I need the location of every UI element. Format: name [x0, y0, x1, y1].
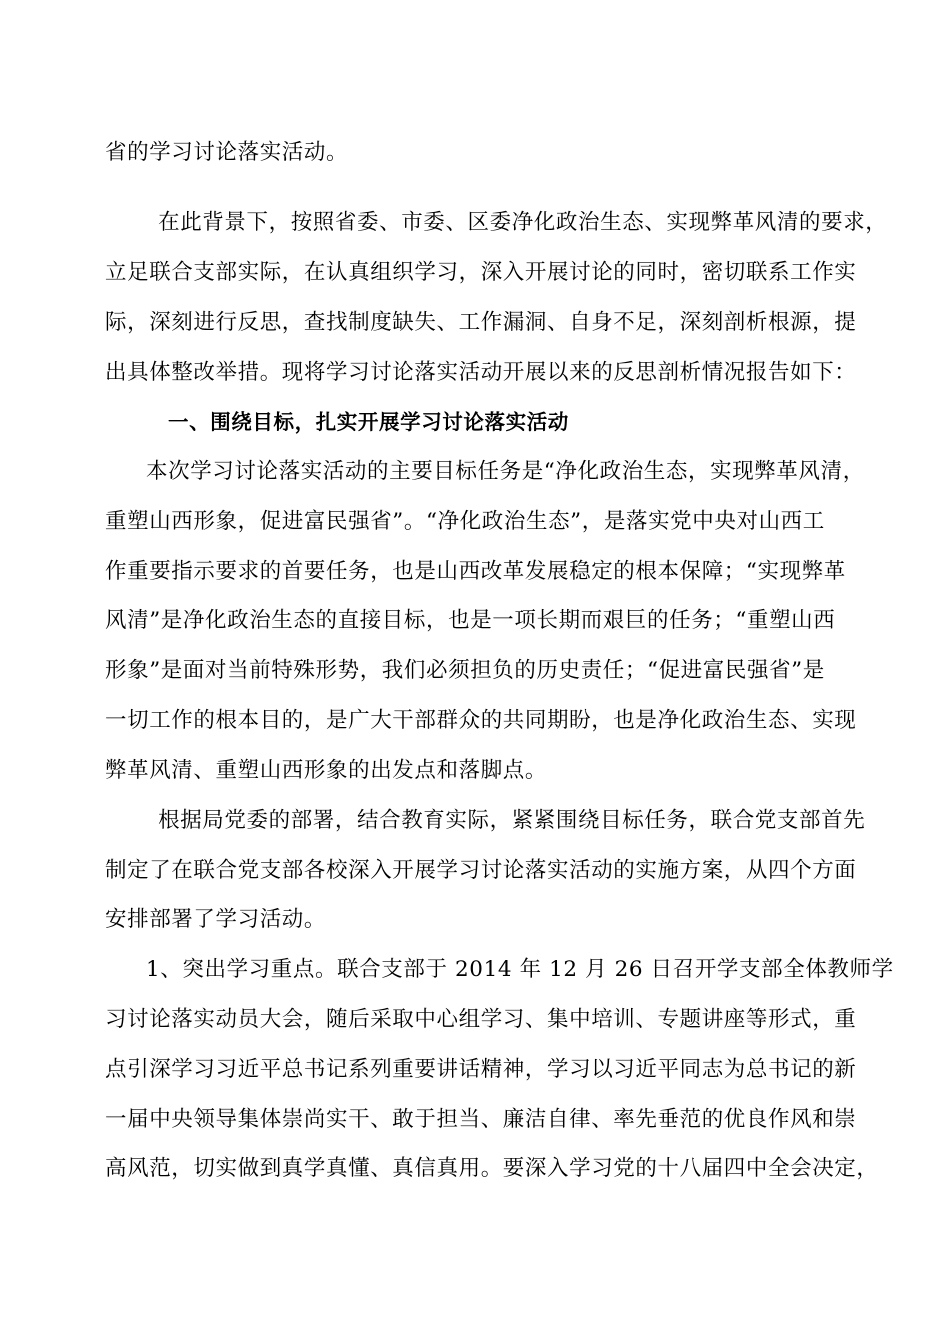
- text-line: 根据局党委的部署，结合教育实际，紧紧围绕目标任务，联合党支部首先: [136, 808, 866, 833]
- text-line: 重塑山西形象，促进富民强省”。“净化政治生态”，是落实党中央对山西工: [105, 509, 825, 534]
- text-line: 出具体整改举措。现将学习讨论落实活动开展以来的反思剖析情况报告如下：: [105, 360, 857, 385]
- text-line: 省的学习讨论落实活动。: [105, 140, 349, 165]
- text-line: 点引深学习习近平总书记系列重要讲话精神，学习以习近平同志为总书记的新: [105, 1057, 857, 1082]
- section-heading: 一、围绕目标，扎实开展学习讨论落实活动: [168, 410, 569, 434]
- text-line: 形象”是面对当前特殊形势，我们必须担负的历史责任；“促进富民强省”是: [105, 658, 825, 683]
- text-line: 安排部署了学习活动。: [105, 907, 327, 932]
- text-line: 一届中央领导集体崇尚实干、敢于担当、廉洁自律、率先垂范的优良作风和崇: [105, 1107, 857, 1132]
- text-line: 作重要指示要求的首要任务，也是山西改革发展稳定的根本保障；“实现弊革: [105, 559, 846, 584]
- text-line: 本次学习讨论落实活动的主要目标任务是“净化政治生态，实现弊革风清，: [146, 459, 865, 484]
- text-line: 1、突出学习重点。联合支部于 2014 年 12 月 26 日召开学支部全体教师学: [146, 957, 894, 982]
- text-line: 弊革风清、重塑山西形象的出发点和落脚点。: [105, 758, 548, 783]
- text-line: 际，深刻进行反思，查找制度缺失、工作漏洞、自身不足，深刻剖析根源，提: [105, 310, 857, 335]
- text-line: 风清”是净化政治生态的直接目标，也是一项长期而艰巨的任务；“重塑山西: [105, 608, 836, 633]
- text-line: 制定了在联合党支部各校深入开展学习讨论落实活动的实施方案，从四个方面: [105, 858, 857, 883]
- text-line: 一切工作的根本目的，是广大干部群众的共同期盼，也是净化政治生态、实现: [105, 708, 857, 733]
- text-line: 习讨论落实动员大会，随后采取中心组学习、集中培训、专题讲座等形式，重: [105, 1007, 857, 1032]
- text-line: 在此背景下，按照省委、市委、区委净化政治生态、实现弊革风清的要求，: [136, 210, 888, 235]
- text-line: 高风范，切实做到真学真懂、真信真用。要深入学习党的十八届四中全会决定，: [105, 1156, 879, 1181]
- text-line: 立足联合支部实际，在认真组织学习，深入开展讨论的同时，密切联系工作实: [105, 260, 857, 285]
